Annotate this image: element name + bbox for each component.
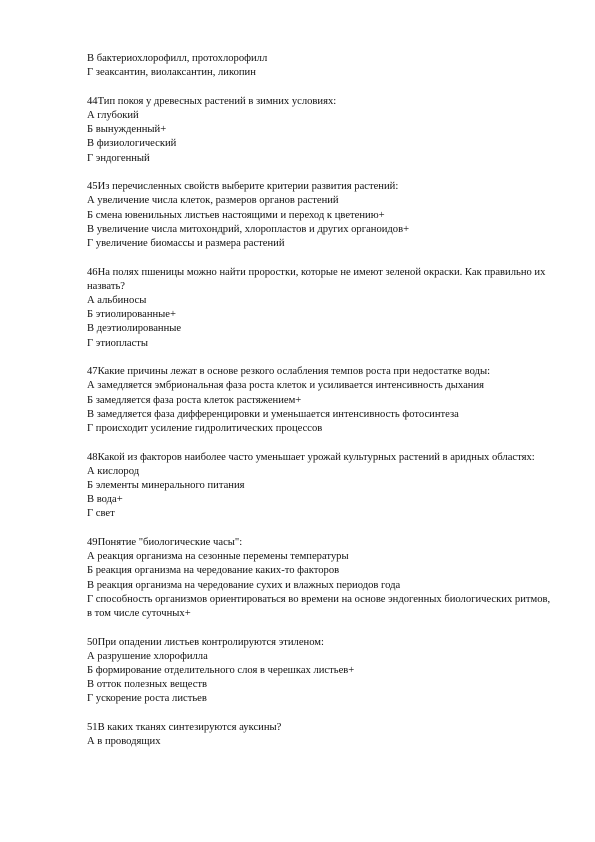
option-line: Б этиолированные+: [87, 309, 176, 321]
option-line: А в проводящих: [87, 736, 161, 748]
option-line: Г свет: [87, 508, 115, 520]
question-block: [87, 636, 555, 707]
question-text: 49Понятие "биологические часы":: [87, 537, 243, 549]
option-line: Б замедляется фаза роста клеток растяжением+: [87, 394, 302, 406]
option-line: Г ускорение роста листьев: [87, 693, 207, 705]
question-block: [87, 95, 555, 166]
question-block: [87, 721, 555, 749]
question-text: 48Какой из факторов наиболее часто уменьшает урожай культурных растений в аридных областях:: [87, 451, 535, 463]
question-block: [87, 451, 555, 522]
option-line: Б элементы минерального питания: [87, 480, 245, 492]
option-line: Г зеаксантин, виолаксантин, ликопин: [87, 67, 256, 79]
option-line: В отток полезных веществ: [87, 679, 208, 691]
option-line: В вода+: [87, 494, 123, 506]
option-line: В увеличение числа митохондрий, хлоропластов и других органоидов+: [87, 223, 410, 235]
option-line: В физиологический: [87, 138, 177, 150]
option-line: В бактериохлорофилл, протохлорофилл: [87, 53, 268, 64]
question-block: [87, 266, 555, 351]
option-line: Г увеличение биомассы и размера растений: [87, 238, 285, 250]
option-line: А разрушение хлорофилла: [87, 650, 208, 662]
question-block: [87, 536, 555, 621]
option-line: А глубокий: [87, 110, 139, 121]
option-line: А кислород: [87, 465, 140, 477]
option-line: А альбиносы: [87, 295, 147, 307]
option-line: А замедляется эмбриональная фаза роста клеток и усиливается интенсивность дыхания: [87, 380, 484, 392]
option-line: В реакция организма на чередование сухих и влажных периодов года: [87, 579, 401, 591]
option-line: Г способность организмов ориентироваться во времени на основе эндогенных биологических ритмов, в том числе суточных+: [87, 593, 551, 620]
option-line: В деэтиолированные: [87, 323, 182, 335]
question-text: 50При опадении листьев контролируются этиленом:: [87, 636, 324, 648]
option-line: Б формирование отделительного слоя в черешках листьев+: [87, 665, 355, 677]
document-page: [87, 52, 555, 749]
option-line: В замедляется фаза дифференцировки и уменьшается интенсивность фотосинтеза: [87, 408, 459, 420]
question-text: 51В каких тканях синтезируются ауксины?: [87, 722, 282, 734]
option-line: А реакция организма на сезонные перемены температуры: [87, 551, 349, 563]
question-text: 45Из перечисленных свойств выберите критерии развития растений:: [87, 181, 399, 193]
question-text: 47Какие причины лежат в основе резкого ослабления темпов роста при недостатке воды:: [87, 366, 491, 378]
option-line: Б реакция организма на чередование каких-то факторов: [87, 565, 340, 577]
option-line: Г этиопласты: [87, 337, 149, 349]
question-block: [87, 365, 555, 436]
question-text: 46На полях пшеницы можно найти проростки, которые не имеют зеленой окраски. Как правильно их назвать?: [87, 266, 546, 292]
question-block: [87, 180, 555, 251]
option-line: Г происходит усиление гидролитических процессов: [87, 423, 323, 435]
option-line: Б вынужденный+: [87, 124, 167, 136]
option-line: Б смена ювенильных листьев настоящими и переход к цветению+: [87, 209, 385, 221]
question-text: 44Тип покоя у древесных растений в зимних условиях:: [87, 95, 337, 107]
option-line: Г эндогенный: [87, 152, 150, 164]
option-line: А увеличение числа клеток, размеров органов растений: [87, 195, 339, 207]
